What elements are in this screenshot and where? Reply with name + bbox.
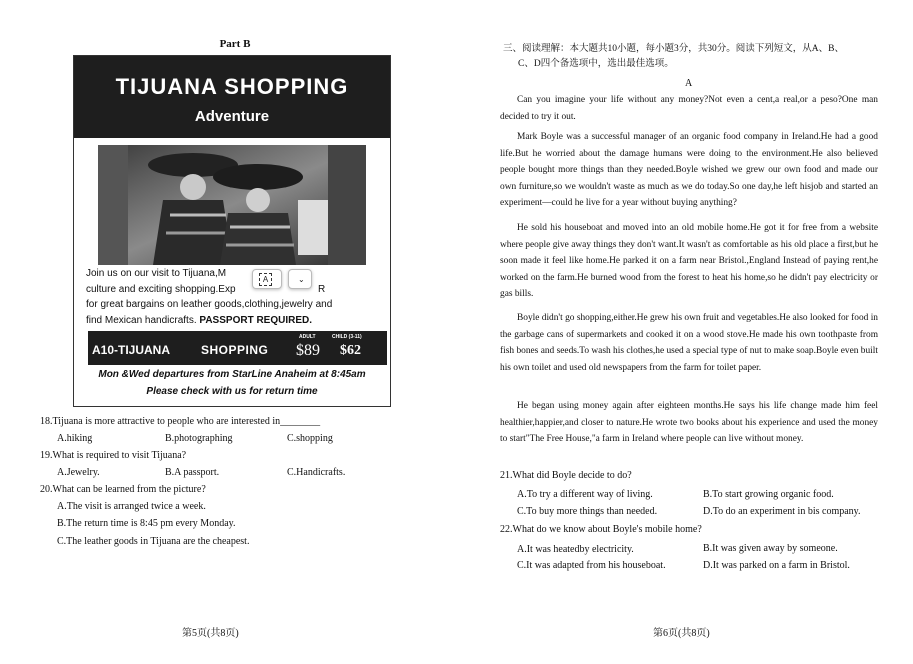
return-time-note: Please check with us for return time [146,386,318,397]
option: C.The leather goods in Tijuana are the cheapest. [57,536,250,547]
passport-required: PASSPORT REQUIRED. [199,314,313,326]
question-19: 19.What is required to visit Tijuana? [40,450,187,461]
ad-body-line: for great bargains on leather goods,clothing,jewelry and [86,299,333,310]
question-21: 21.What did Boyle decide to do? [500,470,632,481]
option: A.The visit is arranged twice a week. [57,501,206,512]
departure-info: Mon &Wed departures from StarLine Anaheim at 8:45am [98,369,366,380]
paragraph-4: Boyle didn't go shopping,either.He grew his own fruit and vegetables.He also looked for food in the garbage cans of supermarkets and cooked it on a wood stove.He made his own toothpaste from fish bones and seeds.To wash his clothes,he used a special type of nut to make soap.Boyle even built his own toilet and used old newspapers from the farm for toilet paper. [500,313,878,373]
tour-shopping: SHOPPING [201,343,269,357]
chevron-down-icon: ⌄ [298,274,305,284]
paragraph-1: Can you imagine your life without any money?Not even a cent,a real,or a peso?One man decided to try it out. [500,95,878,122]
adult-label: ADULT [299,334,316,340]
page-number-right: 第6页(共8页) [653,628,710,639]
option: B.It was given away by someone. [703,543,838,554]
ad-body-line: culture and exciting shopping.Exp [86,283,236,295]
option: B.photographing [165,433,233,444]
child-label: CHILD (3-11) [332,334,362,340]
option: D.To do an experiment in bis company. [703,506,861,517]
ad-title: TIJUANA SHOPPING [115,74,349,99]
price-bar [88,331,387,365]
ad-body [86,266,376,328]
ocr-toolbar [252,269,312,289]
option: C.To buy more things than needed. [517,506,658,517]
paragraph-2: Mark Boyle was a successful manager of an organic food company in Ireland.He had a good life.But he worried about the damage humans were doing to the environment.He also believed people bought more things than they needed.Boyle wished we grew our own food and made our own furniture,so we wouldn't waste as much as we do today.So one day,he left hisjob and started an experiment—could he live for a year without buying anything? [500,132,878,209]
ad-subtitle: Adventure [194,108,270,125]
option: C.It was adapted from his houseboat. [517,560,666,571]
extract-text-button[interactable] [252,269,282,289]
tijuana-ad [73,55,391,407]
ad-body-line: Join us on our visit to Tijuana,M [86,268,227,279]
paragraph-5: He began using money again after eighteen months.He says his life change made him feel healthier,happier,and closer to nature.He wrote two books about his experience and used the money to start"The Free House,"a farm in Ireland where people can live without money. [500,401,878,445]
section-instruction-line2: C、D四个备选项中，选出最佳选项。 [518,59,674,69]
adult-price: $89 [296,342,320,359]
option: C.Handicrafts. [287,467,346,478]
option: B.To start growing organic food. [703,489,834,500]
section-instruction-line1: 三、阅读理解：本大题共10小题，每小题3分，共30分。阅读下列短文，从A、B、 [503,44,844,54]
option: A.hiking [57,433,93,444]
paragraph-3: He sold his houseboat and moved into an old mobile home.He got it for free from a website where people give away things they don't want.It wasn't as comfortable as his old place a first,but he soon made it feel like home.He parked it on a farm near Bristol.,England Instead of paying rent,he worked on the farm.He burned wood from the forest to heat his home,so he didn't pay electricity or gas bills. [500,223,878,300]
question-20: 20.What can be learned from the picture? [40,484,206,495]
option: D.It was parked on a farm in Bristol. [703,560,850,571]
more-button[interactable] [288,269,312,289]
option: C.shopping [287,433,333,444]
page-number-left: 第5页(共8页) [182,628,239,639]
tour-code: A10-TIJUANA [92,343,171,357]
option: A.It was heatedby electricity. [517,544,634,555]
option: A.Jewelry. [57,467,100,478]
passage-label: A [685,78,693,89]
question-18: 18.Tijuana is more attractive to people who are interested in________ [40,416,321,427]
ad-body-line-tail: R [318,283,326,295]
ad-photo [98,145,366,265]
question-22: 22.What do we know about Boyle's mobile home? [500,524,702,535]
child-price: $62 [340,343,361,358]
ad-header [74,56,390,138]
ad-body-line: find Mexican handicrafts. [86,314,197,326]
option: B.The return time is 8:45 pm every Monday. [57,518,236,529]
part-title: Part B [219,38,251,50]
option: B.A passport. [165,467,220,478]
option: A.To try a different way of living. [517,489,653,500]
text-scan-icon: A [259,273,272,286]
